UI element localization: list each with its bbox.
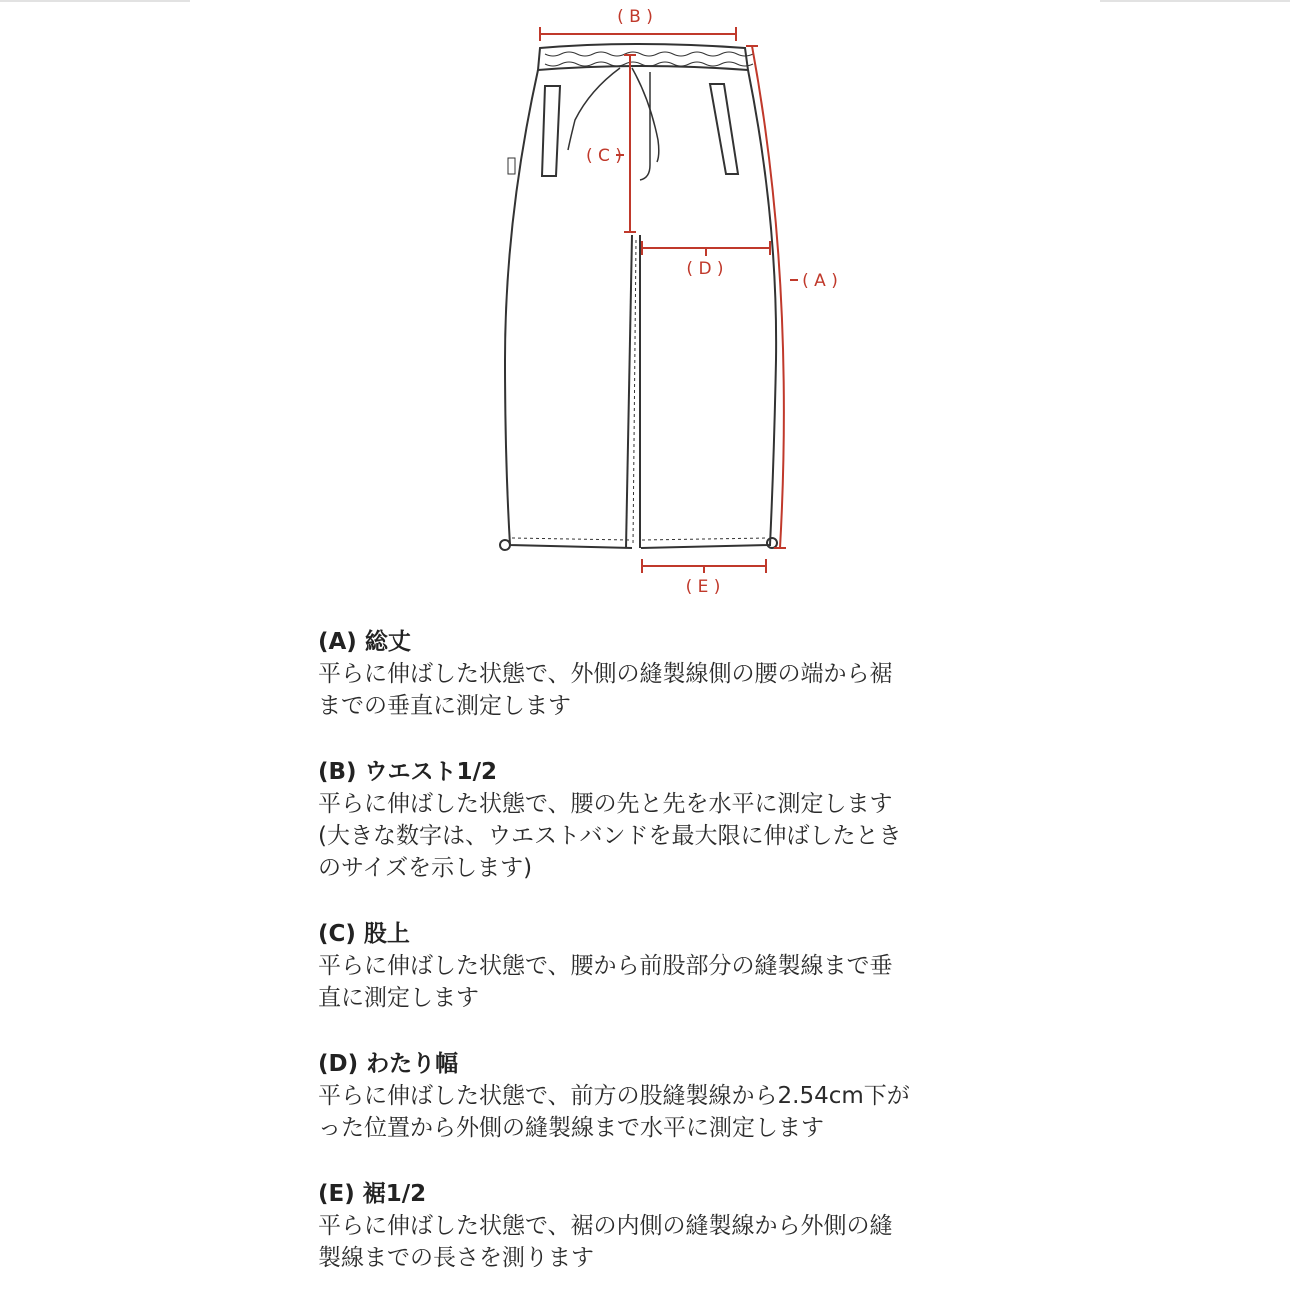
spec-line: 直に測定します (318, 985, 479, 1011)
spec-line: 平らに伸ばした状態で、腰の先と先を水平に測定します (318, 791, 893, 817)
left-hem-toggle (500, 540, 510, 550)
spec-line: 製線までの長さを測ります (318, 1245, 594, 1271)
side-tab (508, 158, 515, 174)
dimension-line-d (642, 241, 770, 256)
spec-item-a (318, 626, 1018, 722)
dimension-label-a: ( A ) (802, 271, 838, 291)
waistband-gathers (545, 52, 753, 66)
dimension-line-c (624, 55, 636, 232)
spec-description (318, 1210, 1018, 1274)
spec-heading: (D) わたり幅 (318, 1051, 459, 1077)
dimension-line-b (540, 27, 736, 41)
spec-line: のサイズを示します) (318, 855, 533, 881)
inner-seam-left (626, 235, 632, 548)
spec-item-d (318, 1048, 1018, 1144)
right-leg-outer (641, 70, 776, 548)
spec-item-c (318, 918, 1018, 1014)
spec-line: った位置から外側の縫製線まで水平に測定します (318, 1115, 824, 1141)
spec-line: までの垂直に測定します (318, 693, 571, 719)
dimension-lines (540, 27, 798, 573)
dimension-label-c: ( C ) (586, 146, 622, 166)
spec-line: (大きな数字は、ウエストバンドを最大限に伸ばしたとき (318, 823, 902, 849)
spec-heading: (E) 裾1/2 (318, 1181, 427, 1207)
dimension-label-d: ( D ) (686, 259, 724, 279)
dimension-line-e (642, 559, 766, 573)
spec-line: 平らに伸ばした状態で、外側の縫製線側の腰の端から裾 (318, 661, 893, 687)
spec-description (318, 1080, 1018, 1144)
spec-heading: (A) 総丈 (318, 629, 411, 655)
dimension-label-e: ( E ) (685, 577, 721, 597)
spec-description (318, 950, 1018, 1014)
dimension-label-b: ( B ) (617, 7, 653, 27)
spec-heading: (B) ウエスト1/2 (318, 759, 497, 785)
measurement-spec-list (318, 626, 1018, 1308)
spec-line: 平らに伸ばした状態で、前方の股縫製線から2.54cm下が (318, 1083, 910, 1109)
spec-description (318, 788, 1018, 884)
spec-heading: (C) 股上 (318, 921, 410, 947)
left-leg-outer (505, 70, 632, 548)
inner-seam-stitch (633, 240, 636, 545)
spec-item-b (318, 756, 1018, 884)
dimension-line-a (746, 46, 786, 548)
spec-item-e (318, 1178, 1018, 1274)
pants-measurement-diagram (0, 0, 1290, 620)
right-pocket (710, 84, 738, 174)
left-pocket (542, 86, 560, 176)
right-hem-toggle (767, 538, 777, 548)
spec-description (318, 658, 1018, 722)
spec-line: 平らに伸ばした状態で、腰から前股部分の縫製線まで垂 (318, 953, 893, 979)
spec-line: 平らに伸ばした状態で、裾の内側の縫製線から外側の縫 (318, 1213, 893, 1239)
pants-outline (500, 44, 777, 550)
